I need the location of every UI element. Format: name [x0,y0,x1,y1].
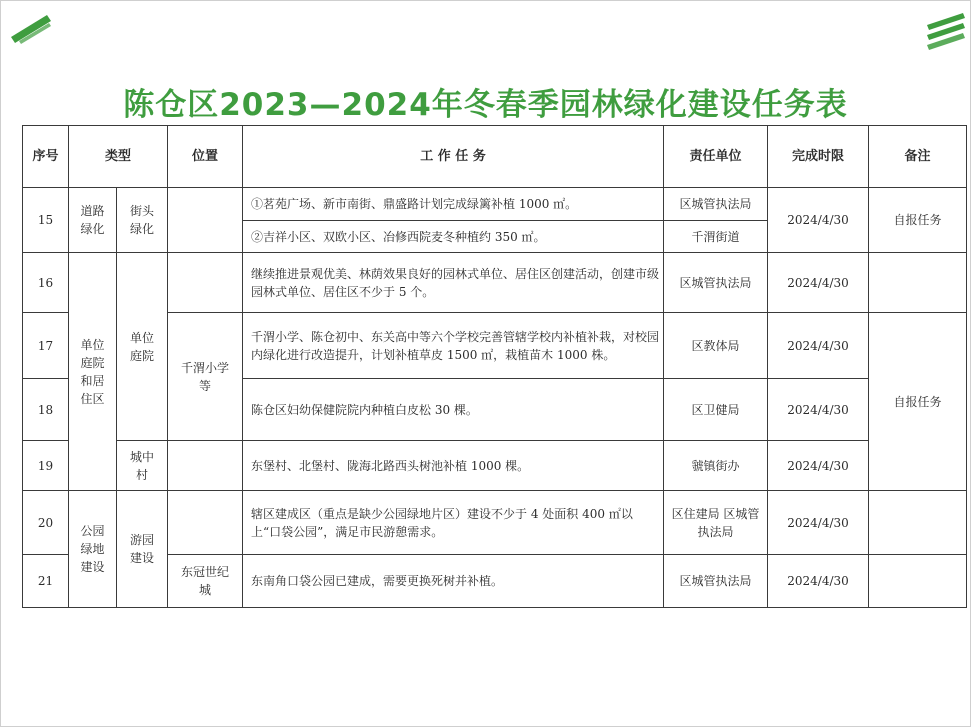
page-title: 陈仓区2023—2024年冬春季园林绿化建设任务表 [123,87,848,123]
unit-cell: 虢镇街办 [664,441,768,491]
deadline-cell: 2024/4/30 [768,441,869,491]
location-cell [168,253,243,313]
work-cell: 千渭小学、陈仓初中、东关高中等六个学校完善管辖学校内补植补栽，对校园内绿化进行改造提升，计划补植草皮 1500 ㎡，栽植苗木 1000 株。 [243,313,664,379]
deadline-cell: 2024/4/30 [768,188,869,253]
header-deadline: 完成时限 [768,126,869,188]
seq-cell: 19 [23,441,69,491]
location-cell [168,441,243,491]
unit-cell: 千渭街道 [664,221,768,253]
table-header-row [23,126,967,188]
location-cell [168,491,243,555]
unit-cell: 区教体局 [664,313,768,379]
header-seq: 序号 [23,126,69,188]
work-cell: ①茗苑广场、新市南街、鼎盛路计划完成绿篱补植 1000 ㎡。 [243,188,664,221]
work-cell: 辖区建成区（重点是缺少公园绿地片区）建设不少于 4 处面积 400 ㎡以上“口袋公园”，满足市民游憩需求。 [243,491,664,555]
subcategory-urban-village: 城中村 [117,441,168,491]
leaf-logo-icon [9,11,53,45]
table-row [23,441,967,491]
work-cell: 陈仓区妇幼保健院院内种植白皮松 30 棵。 [243,379,664,441]
header-work: 工 作 任 务 [243,126,664,188]
subcategory-unit-courtyard: 单位庭院 [117,253,168,441]
deadline-cell: 2024/4/30 [768,253,869,313]
seq-cell: 18 [23,379,69,441]
deadline-cell: 2024/4/30 [768,379,869,441]
subcategory-street-green: 街头绿化 [117,188,168,253]
leaf-logo-icon [925,11,967,51]
seq-cell: 16 [23,253,69,313]
seq-cell: 20 [23,491,69,555]
category-courtyard: 单位庭院和居住区 [69,253,117,491]
location-cell [168,188,243,253]
header-location: 位置 [168,126,243,188]
unit-cell: 区卫健局 [664,379,768,441]
header-type: 类型 [69,126,168,188]
location-dongguan-city: 东冠世纪城 [168,555,243,608]
work-cell: 继续推进景观优美、林荫效果良好的园林式单位、居住区创建活动，创建市级园林式单位、居住区不少于 5 个。 [243,253,664,313]
deadline-cell: 2024/4/30 [768,491,869,555]
deadline-cell: 2024/4/30 [768,313,869,379]
unit-cell: 区住建局 区城管执法局 [664,491,768,555]
location-qianwei-school: 千渭小学等 [168,313,243,441]
remarks-cell: 自报任务 [869,313,967,491]
remarks-cell [869,253,967,313]
table-row [23,253,967,313]
subcategory-leisure-park: 游园建设 [117,491,168,608]
seq-cell: 15 [23,188,69,253]
unit-cell: 区城管执法局 [664,188,768,221]
seq-cell: 21 [23,555,69,608]
work-cell: 东堡村、北堡村、陇海北路西头树池补植 1000 棵。 [243,441,664,491]
work-cell: 东南角口袋公园已建成，需要更换死树并补植。 [243,555,664,608]
work-cell: ②吉祥小区、双欧小区、冶修西院麦冬种植约 350 ㎡。 [243,221,664,253]
unit-cell: 区城管执法局 [664,555,768,608]
deadline-cell: 2024/4/30 [768,555,869,608]
header-unit: 责任单位 [664,126,768,188]
task-table [22,125,967,608]
seq-cell: 17 [23,313,69,379]
header-remarks: 备注 [869,126,967,188]
category-park: 公园绿地建设 [69,491,117,608]
unit-cell: 区城管执法局 [664,253,768,313]
category-road-green: 道路绿化 [69,188,117,253]
remarks-cell [869,491,967,555]
remarks-cell: 自报任务 [869,188,967,253]
table-row [23,491,967,555]
remarks-cell [869,555,967,608]
table-row [23,188,967,221]
